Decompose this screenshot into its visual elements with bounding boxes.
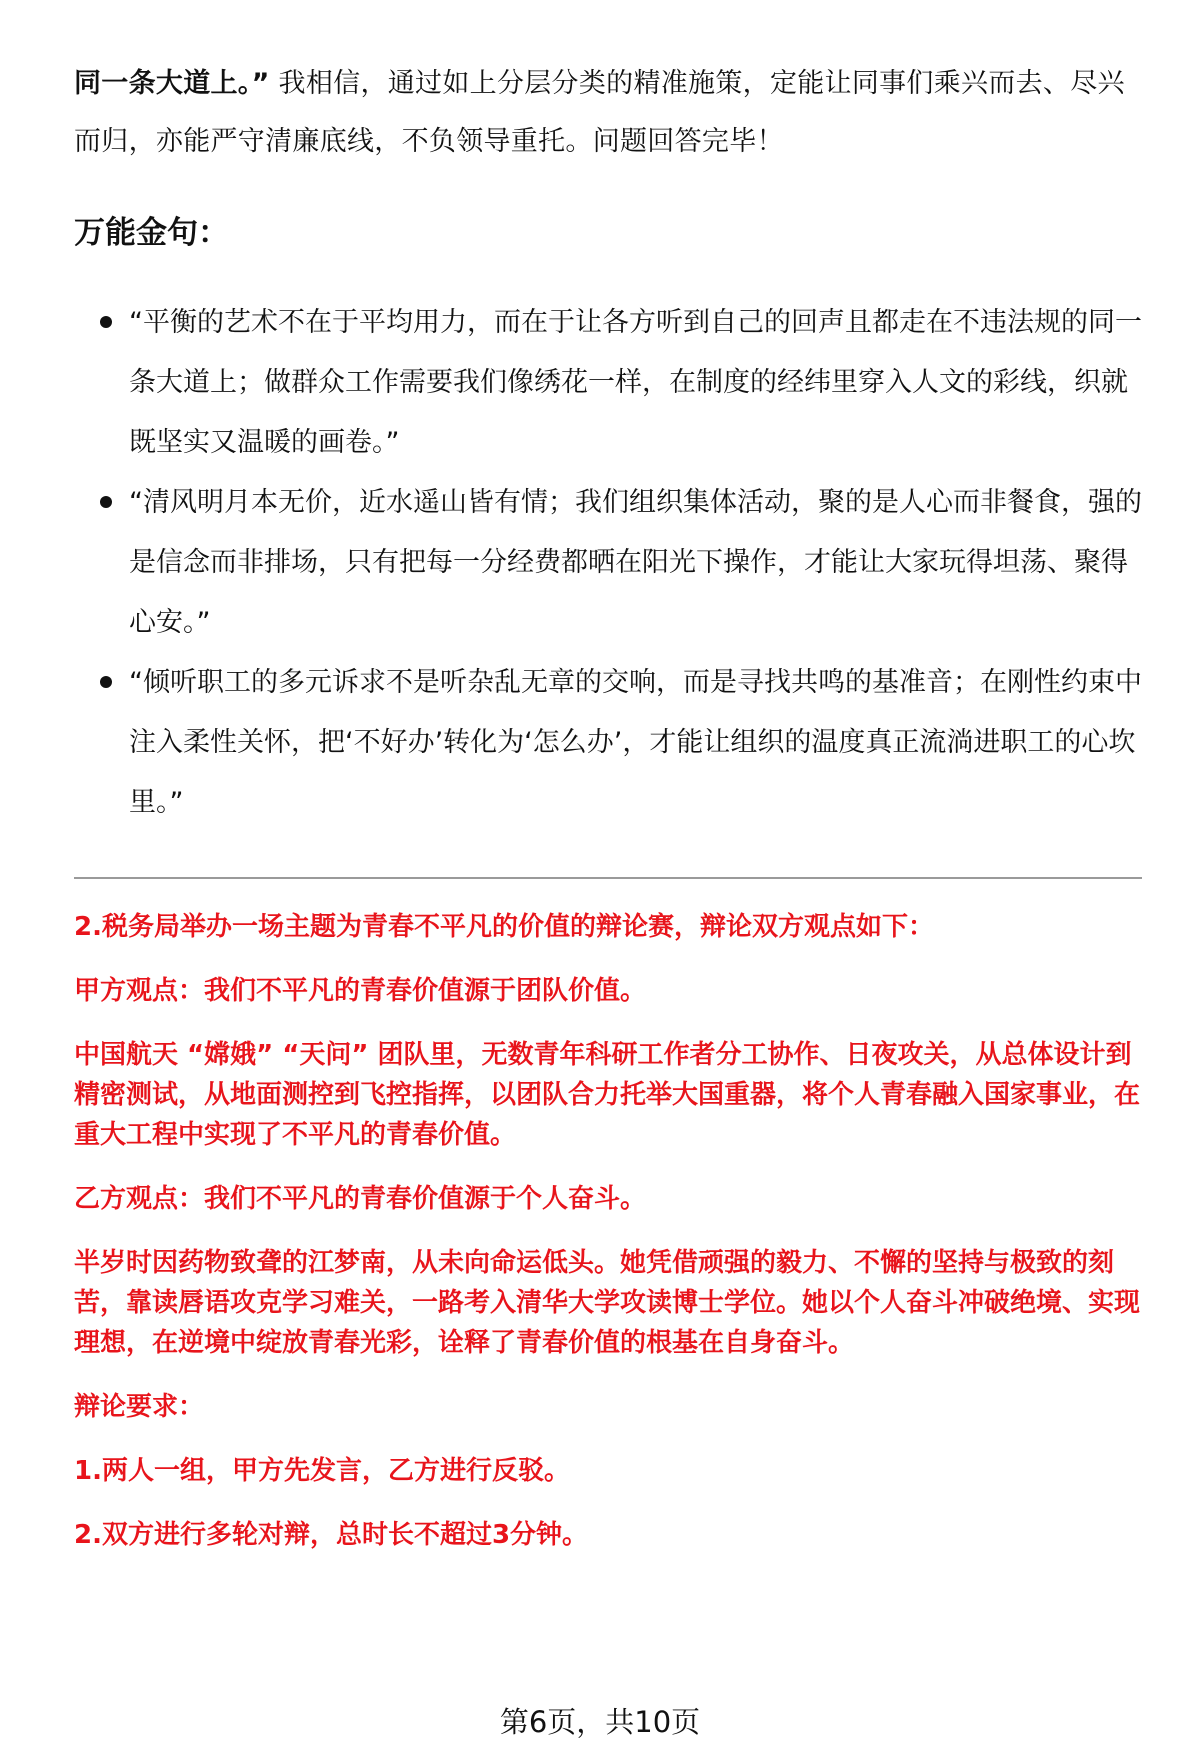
page-footer: 第6页，共10页 [499,1705,701,1739]
quote-text: “平衡的艺术不在于平均用力，而在于让各方听到自己的回声且都走在不违法规的同一条大道上；做群众工作需要我们像绣花一样，在制度的经纬里穿入人文的彩线，织就既坚实又温暖的画卷。” [129,307,1142,458]
quote-list [74,293,1144,833]
quote-item [74,473,1144,653]
side-a-text: 中国航天 “嫦娥” “天问” 团队里，无数青年科研工作者分工协作、日夜攻关，从总体设计到精密测试，从地面测控到飞控指挥，以团队合力托举大国重器，将个人青春融入国家事业，在重大工程中实现了不平凡的青春价值。 [74,1040,1141,1150]
bullet-icon [100,496,112,508]
quote-text: “清风明月本无价，近水遥山皆有情；我们组织集体活动，聚的是人心而非餐食，强的是信念而非排场，只有把每一分经费都晒在阳光下操作，才能让大家玩得坦荡、聚得心安。” [129,487,1142,638]
bullet-icon [100,316,112,328]
side-b-text: 半岁时因药物致聋的江梦南，从未向命运低头。她凭借顽强的毅力、不懈的坚持与极致的刻苦，靠读唇语攻克学习难关，一路考入清华大学攻读博士学位。她以个人奋斗冲破绝境、实现理想，在逆境中绽放青春光彩，诠释了青春价值的根基在自身奋斗。 [74,1248,1141,1358]
quote-item [74,653,1144,833]
quote-text: “倾听职工的多元诉求不是听杂乱无章的交响，而是寻找共鸣的基准音；在刚性约束中注入柔性关怀，把‘不好办’转化为‘怎么办’，才能让组织的温度真正流淌进职工的心坎里。” [129,667,1142,818]
section-divider [74,877,1142,879]
intro-bold: 同一条大道上。” [74,68,270,99]
bullet-icon [100,676,112,688]
document-page [74,55,1144,1579]
requirement-item: 2.双方进行多轮对辩，总时长不超过3分钟。 [74,1520,589,1550]
side-a-label: 甲方观点：我们不平凡的青春价值源于团队价值。 [74,976,647,1006]
intro-paragraph [74,55,1144,171]
requirements-label: 辩论要求： [74,1392,205,1422]
intro-text: 我相信，通过如上分层分类的精准施策，定能让同事们乘兴而去、尽兴而归，亦能严守清廉底线，不负领导重托。问题回答完毕！ [74,68,1125,157]
golden-sentences-heading: 万能金句： [74,215,229,251]
side-b-label: 乙方观点：我们不平凡的青春价值源于个人奋斗。 [74,1184,647,1214]
requirement-item: 1.两人一组，甲方先发言，乙方进行反驳。 [74,1456,570,1486]
question-title: 2.税务局举办一场主题为青春不平凡的价值的辩论赛，辩论双方观点如下： [74,912,934,942]
quote-item [74,293,1144,473]
